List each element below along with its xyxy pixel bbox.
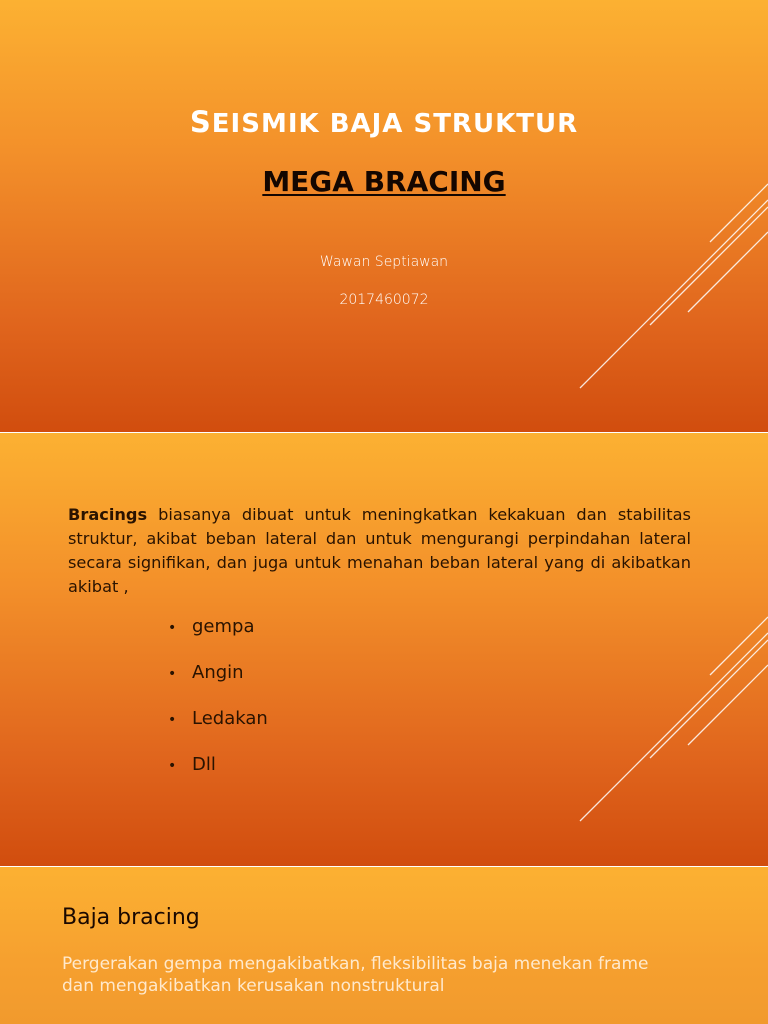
section-paragraph: Pergerakan gempa mengakibatkan, fleksibilitas baja menekan frame dan mengakibatkan kerusakan nonstruktural [62, 954, 649, 996]
presentation-subtitle: MEGA BRACING [262, 165, 506, 198]
bracings-paragraph [68, 503, 691, 599]
bracings-term: Bracings [68, 505, 148, 524]
deco-line-1 [580, 633, 768, 821]
student-id: 2017460072 [339, 292, 429, 308]
slide-baja-bracing [0, 867, 768, 1024]
deco-line-2 [650, 640, 768, 758]
author-name: Wawan Septiawan [319, 254, 449, 270]
bullet-icon: • [168, 620, 177, 636]
bullet-icon: • [168, 758, 177, 774]
list-item-label: Dll [192, 754, 216, 775]
list-item-label: Ledakan [192, 708, 268, 729]
deco-line-4 [688, 665, 768, 745]
title-rest: EISMIK BAJA STRUKTUR [211, 109, 579, 139]
title-first-letter: S [189, 105, 212, 139]
list-item [168, 707, 268, 753]
deco-line-3 [710, 617, 768, 675]
bullet-icon: • [168, 712, 177, 728]
list-item-label: gempa [192, 616, 255, 637]
section-heading: Baja bracing [62, 905, 200, 930]
list-item-label: Angin [192, 662, 244, 683]
bracings-description: biasanya dibuat untuk meningkatkan kekakuan dan stabilitas struktur, akibat beban lateral dan untuk mengurangi perpindahan lateral secara signifikan, dan juga untuk menahan beban lateral yang di akibatkan akibat , [68, 505, 691, 596]
list-item [168, 615, 268, 661]
bullet-icon: • [168, 666, 177, 682]
presentation-title [0, 105, 768, 139]
list-item [168, 753, 268, 799]
list-item [168, 661, 268, 707]
slide-bracings [0, 433, 768, 866]
decorative-lines [0, 433, 768, 866]
load-types-list [168, 615, 268, 799]
slide-title [0, 0, 768, 432]
decorative-lines [0, 0, 768, 432]
